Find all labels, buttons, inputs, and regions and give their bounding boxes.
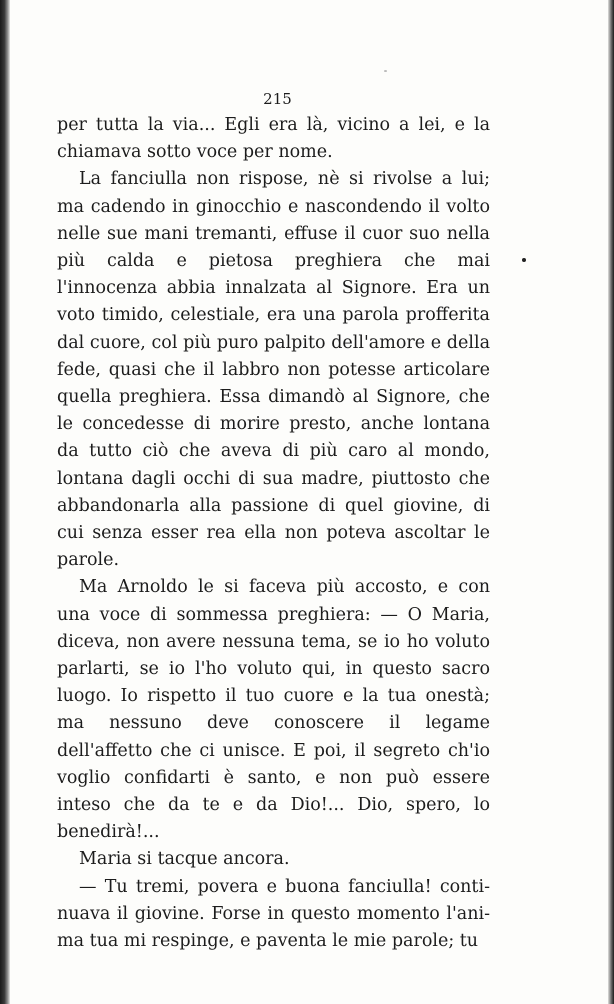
- text-column: [57, 87, 490, 955]
- ink-speck: [384, 70, 387, 72]
- paragraph-3: Ma Arnoldo le si faceva più accosto, e con una voce di sommessa preghiera: — O Maria, diceva, non avere nessuna tema, se io ho voluto parlarti, se io l'ho voluto qui, in questo sacro luogo. Io rispetto il tuo cuore e la tua onestà; ma nessuno deve conoscere il legame dell'affetto che ci unisce. E poi, il segreto ch'io voglio confidarti è santo, e non può essere inteso che da te e da Dio!... Dio, spero, lo benedirà!...: [57, 577, 490, 843]
- paragraph-2: La fanciulla non rispose, nè si rivolse a lui; ma cadendo in ginocchio e nascondendo il volto nelle sue mani tremanti, effuse il cuor suo nella più calda e pietosa preghiera che mai l'innocenza abbia innalzata al Signore. Era un voto timido, celestiale, era una parola profferita dal cuore, col più puro palpito dell'amore e della fede, quasi che il labbro non potesse articolare quella preghiera. Essa dimandò al Signore, che le concedesse di morire presto, anche lontana da tutto ciò che aveva di più caro al mondo, lontana dagli occhi di sua madre, piuttosto che abbandonarla alla passione di quel giovine, di cui senza esser rea ella non poteva ascoltar le parole.: [57, 169, 490, 571]
- page-edge-shadow: [608, 0, 614, 1004]
- page-number: 215: [263, 90, 292, 108]
- paragraph-1: per tutta la via... Egli era là, vicino a lei, e la chiamava sotto voce per nome.: [57, 115, 490, 163]
- paragraph-5: — Tu tremi, povera e buona fanciulla! continuava il giovine. Forse in questo momento l'anima tua mi respinge, e paventa le mie parole; tu: [57, 876, 490, 952]
- ink-speck: [522, 258, 526, 262]
- binding-shadow: [0, 0, 10, 1004]
- paragraph-4: Maria si tacque ancora.: [79, 849, 290, 870]
